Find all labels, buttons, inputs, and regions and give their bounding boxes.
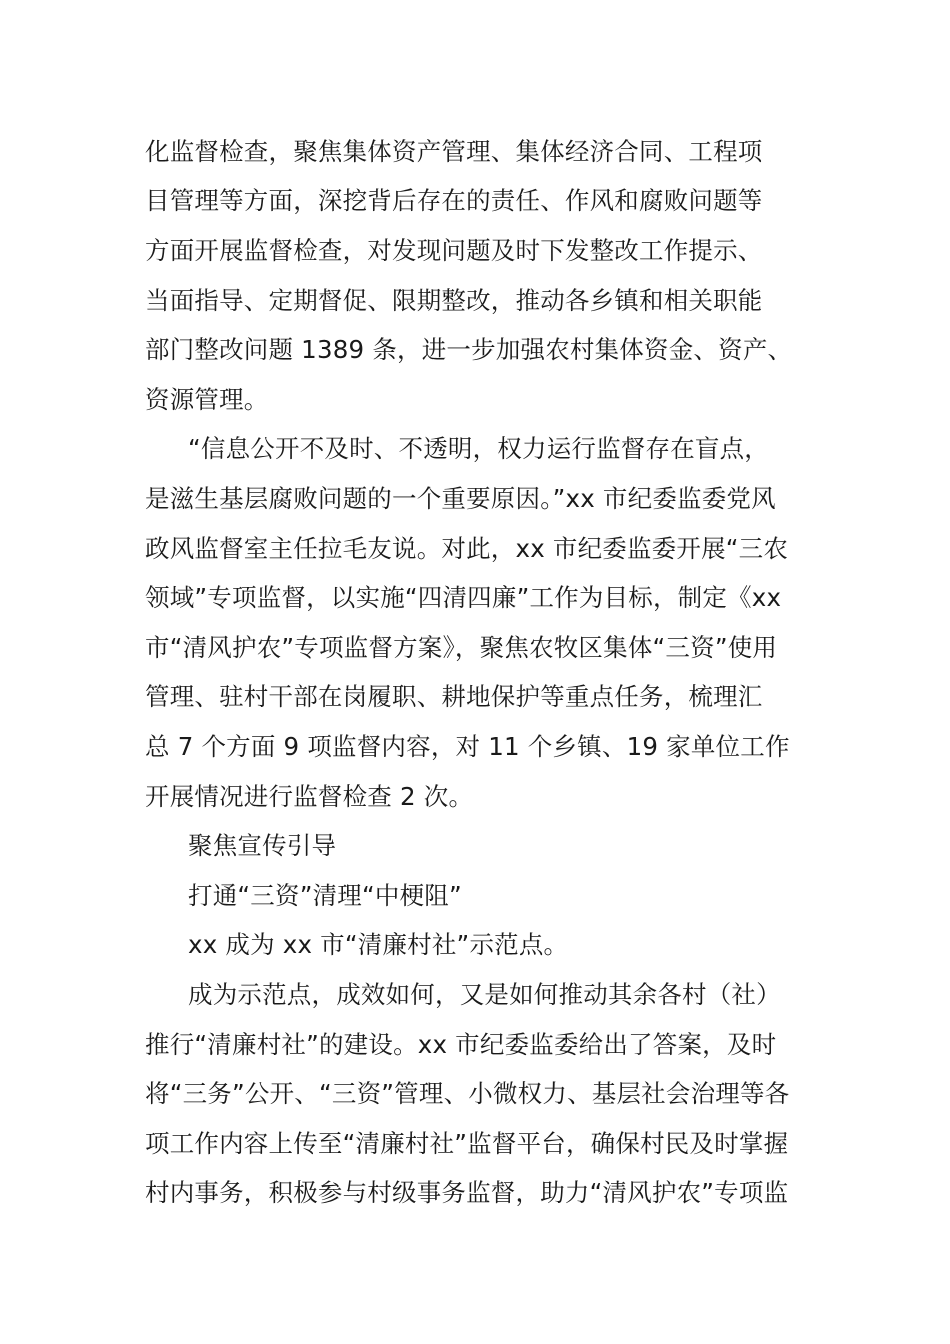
- text-line: 总 7 个方面 9 项监督内容，对 11 个乡镇、19 家单位工作: [145, 732, 790, 761]
- text-line: 是滋生基层腐败问题的一个重要原因。”xx 市纪委监委党风: [145, 484, 776, 513]
- text-line: 成为示范点，成效如何，又是如何推动其余各村（社）: [188, 980, 781, 1009]
- text-line: 村内事务，积极参与村级事务监督，助力“清风护农”专项监: [145, 1178, 789, 1207]
- text-line: 推行“清廉村社”的建设。xx 市纪委监委给出了答案，及时: [145, 1030, 777, 1059]
- text-line: 项工作内容上传至“清廉村社”监督平台，确保村民及时掌握: [145, 1129, 789, 1158]
- section-heading: 聚焦宣传引导: [188, 831, 337, 860]
- text-line: 将“三务”公开、“三资”管理、小微权力、基层社会治理等各: [145, 1079, 790, 1108]
- text-line: 目管理等方面，深挖背后存在的责任、作风和腐败问题等: [145, 186, 763, 215]
- text-line: xx 成为 xx 市“清廉村社”示范点。: [188, 930, 569, 959]
- section-heading: 打通“三资”清理“中梗阻”: [188, 881, 462, 910]
- text-line: 市“清风护农”专项监督方案》，聚焦农牧区集体“三资”使用: [145, 633, 778, 662]
- text-line: 部门整改问题 1389 条，进一步加强农村集体资金、资产、: [145, 335, 793, 364]
- text-line: 政风监督室主任拉毛友说。对此，xx 市纪委监委开展“三农: [145, 534, 789, 563]
- text-line: 开展情况进行监督检查 2 次。: [145, 782, 474, 811]
- text-line: 方面开展监督检查，对发现问题及时下发整改工作提示、: [145, 236, 763, 265]
- text-line: 化监督检查，聚焦集体资产管理、集体经济合同、工程项: [145, 137, 763, 166]
- text-line: 领域”专项监督，以实施“四清四廉”工作为目标，制定《xx: [145, 583, 782, 612]
- text-line: 管理、驻村干部在岗履职、耕地保护等重点任务，梳理汇: [145, 682, 763, 711]
- text-line: 当面指导、定期督促、限期整改，推动各乡镇和相关职能: [145, 286, 763, 315]
- text-line: 资源管理。: [145, 385, 269, 414]
- text-line: “信息公开不及时、不透明，权力运行监督存在盲点，: [188, 434, 769, 463]
